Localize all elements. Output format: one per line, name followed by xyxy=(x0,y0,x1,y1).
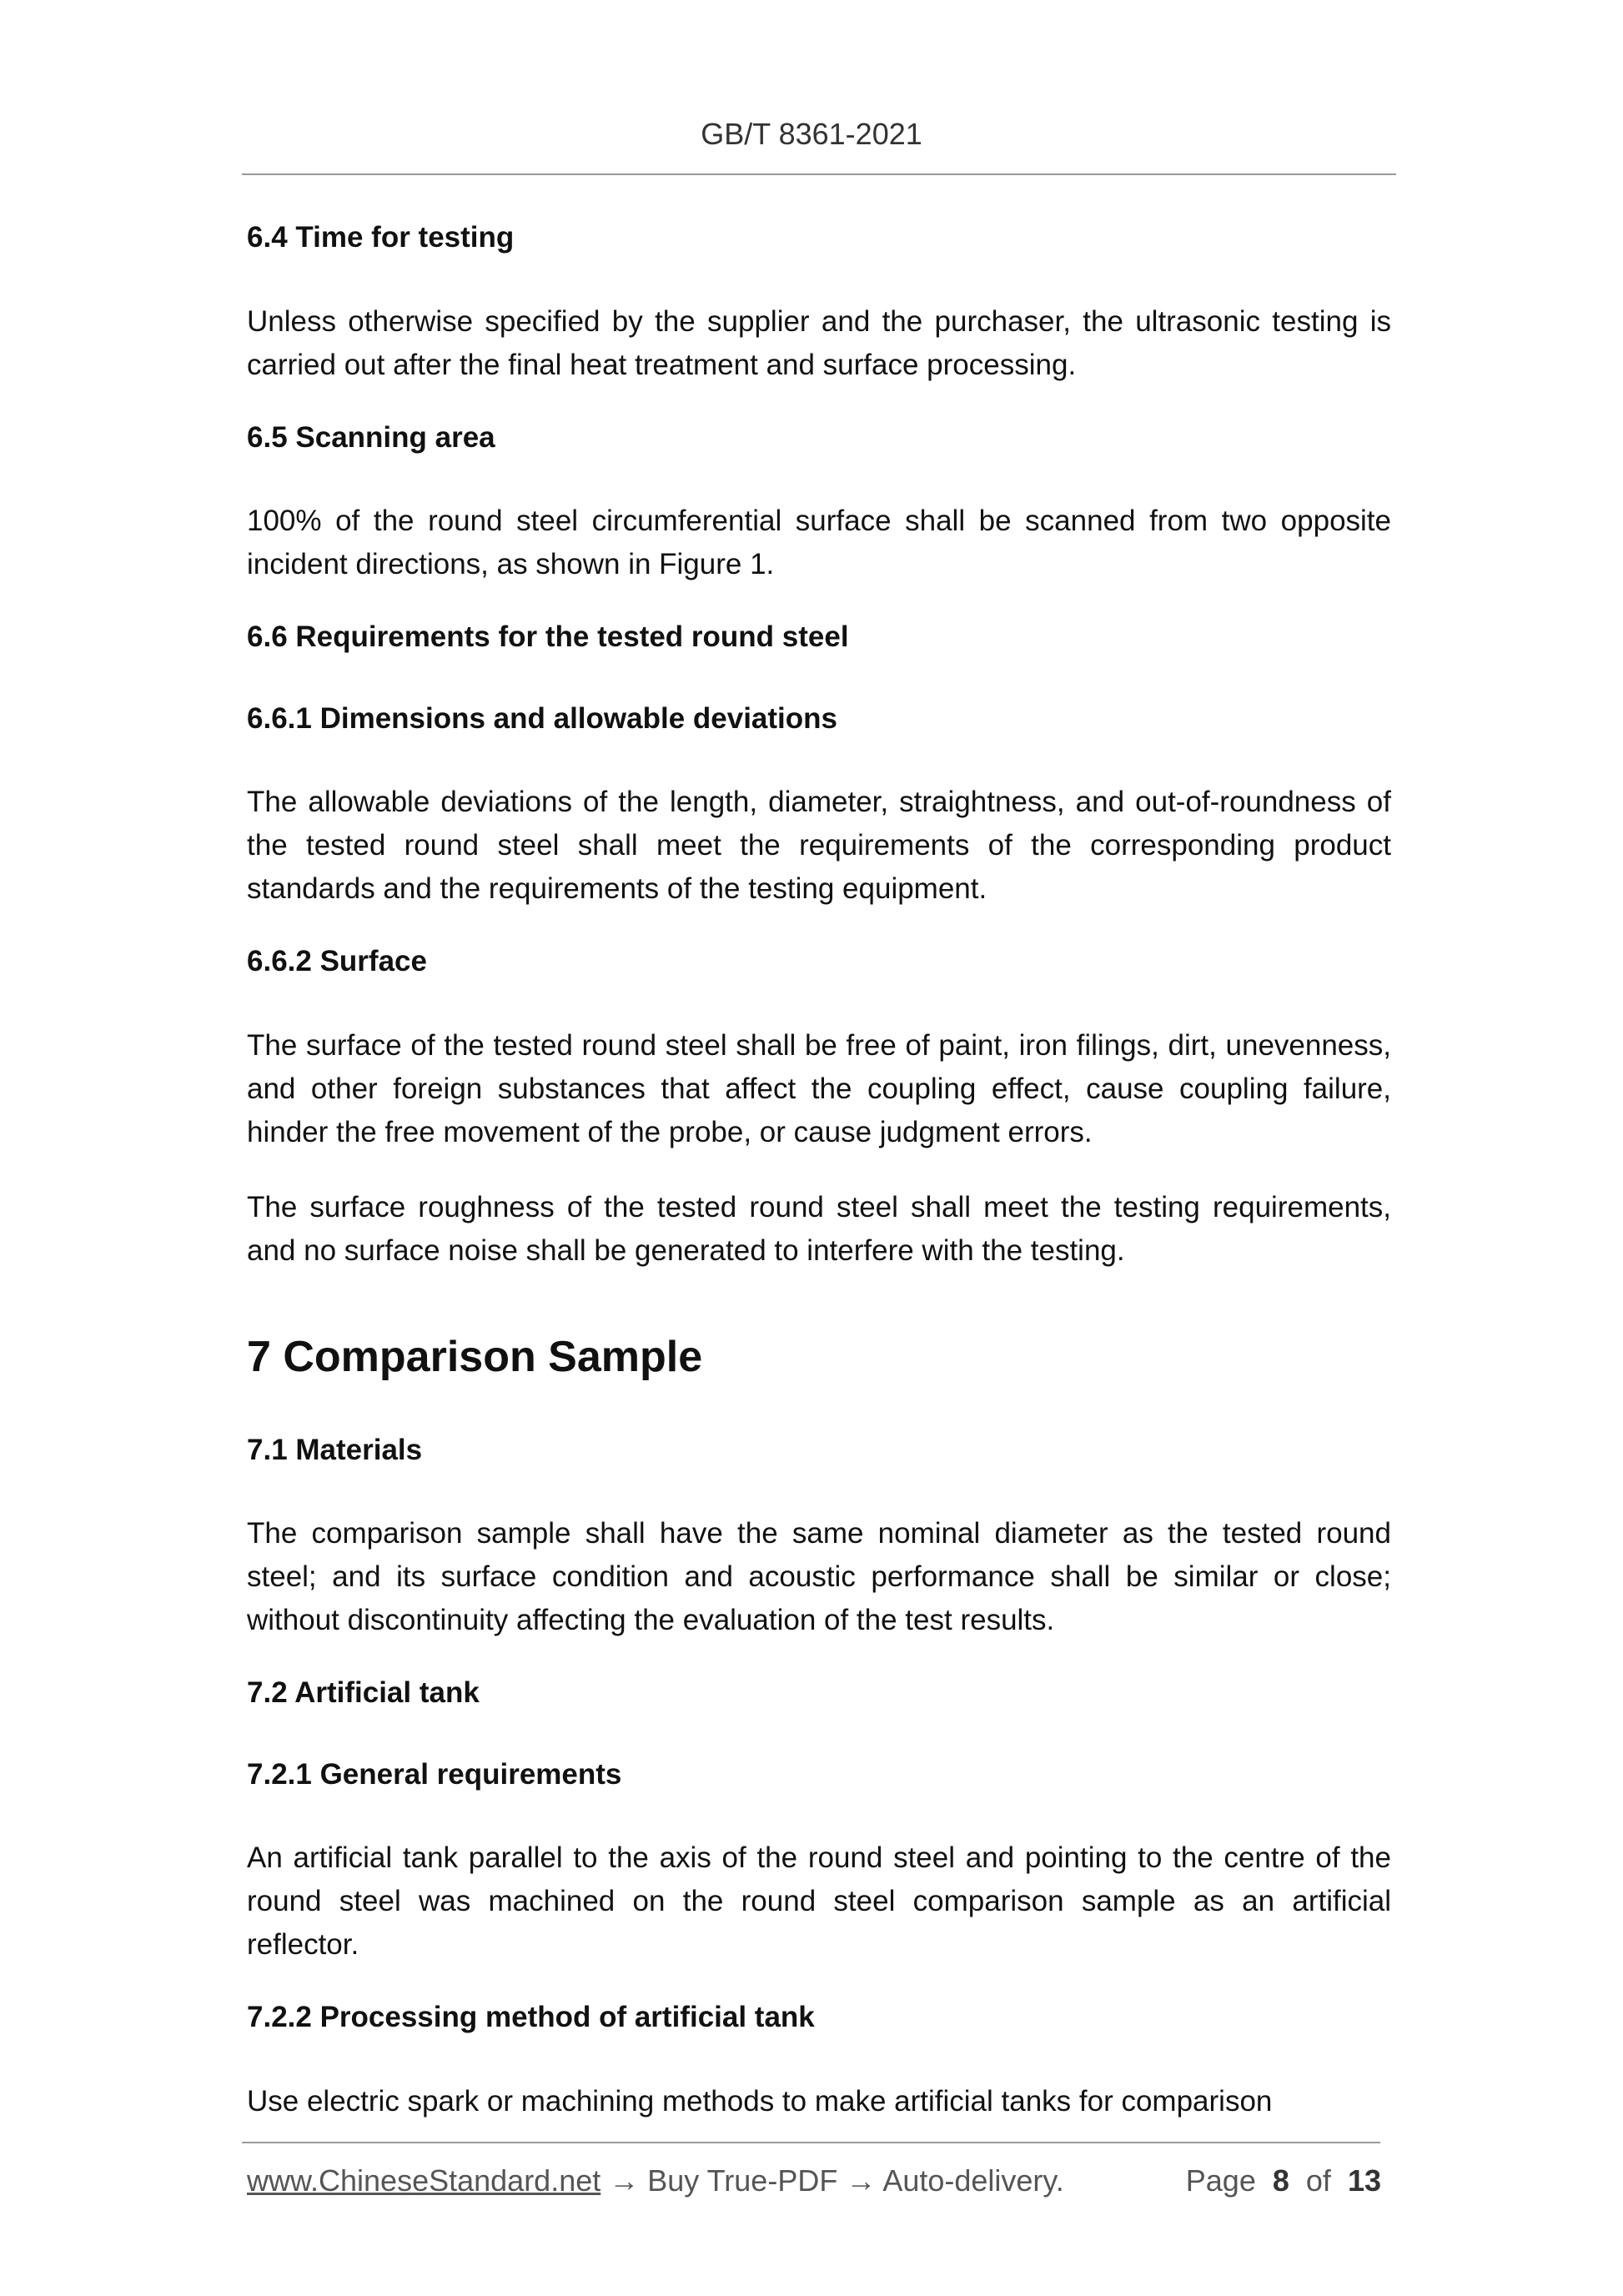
paragraph: 100% of the round steel circumferential surface shall be scanned from two opposite incident directions, as shown in Figure 1. xyxy=(247,505,1391,580)
section-heading-7-2: 7.2 Artificial tank xyxy=(247,1676,480,1710)
website-link[interactable]: www.ChineseStandard.net xyxy=(247,2163,601,2198)
paragraph: The allowable deviations of the length, diameter, straightness, and out-of-roundness of the tested round steel shall meet the requirements of the corresponding product standards and the requirements of the testing equipment. xyxy=(247,786,1391,905)
paragraph: The surface of the tested round steel shall be free of paint, iron filings, dirt, unevenness, and other foreign substances that affect the coupling effect, cause coupling failure, hinder the free movement of the probe, or cause judgment errors. xyxy=(247,1028,1391,1148)
page-total: 13 xyxy=(1347,2163,1381,2198)
page-number xyxy=(1186,2163,1381,2198)
header-divider xyxy=(242,173,1396,175)
page-current: 8 xyxy=(1272,2163,1289,2198)
paragraph: Use electric spark or machining methods to make artificial tanks for comparison xyxy=(247,2084,1273,2118)
page-header-title: GB/T 8361-2021 xyxy=(701,117,922,151)
section-heading-7-2-1: 7.2.1 General requirements xyxy=(247,1757,622,1791)
section-heading-7-2-2: 7.2.2 Processing method of artificial tank xyxy=(247,2001,815,2034)
section-heading-7-1: 7.1 Materials xyxy=(247,1433,423,1466)
paragraph: The comparison sample shall have the same nominal diameter as the tested round steel; and its surface condition and acoustic performance shall be similar or close; without discontinuity affecting the evaluation of the test results. xyxy=(247,1517,1391,1637)
section-heading-6-6-2: 6.6.2 Surface xyxy=(247,945,427,977)
page-label: Page xyxy=(1185,2163,1256,2198)
document-body xyxy=(247,219,1391,2155)
footer-divider xyxy=(242,2142,1380,2143)
page-of-label: of xyxy=(1305,2163,1331,2198)
paragraph: The surface roughness of the tested round steel shall meet the testing requirements, and no surface noise shall be generated to interfere with the testing. xyxy=(247,1190,1391,1267)
footer-tagline: → Buy True-PDF → Auto-delivery. xyxy=(600,2163,1064,2198)
paragraph: An artificial tank parallel to the axis of the round steel and pointing to the centre of the round steel was machined on the round steel comparison sample as an artificial reflector. xyxy=(247,1841,1391,1962)
section-heading-6-6: 6.6 Requirements for the tested round steel xyxy=(247,620,849,653)
section-heading-6-5: 6.5 Scanning area xyxy=(247,420,495,454)
section-heading-6-6-1: 6.6.1 Dimensions and allowable deviations xyxy=(247,701,837,735)
paragraph: Unless otherwise specified by the supplier and the purchaser, the ultrasonic testing is carried out after the final heat treatment and surface processing. xyxy=(247,304,1391,381)
section-heading-6-4: 6.4 Time for testing xyxy=(247,221,515,254)
chapter-heading-7: 7 Comparison Sample xyxy=(247,1332,703,1381)
footer-promo xyxy=(247,2163,1064,2198)
